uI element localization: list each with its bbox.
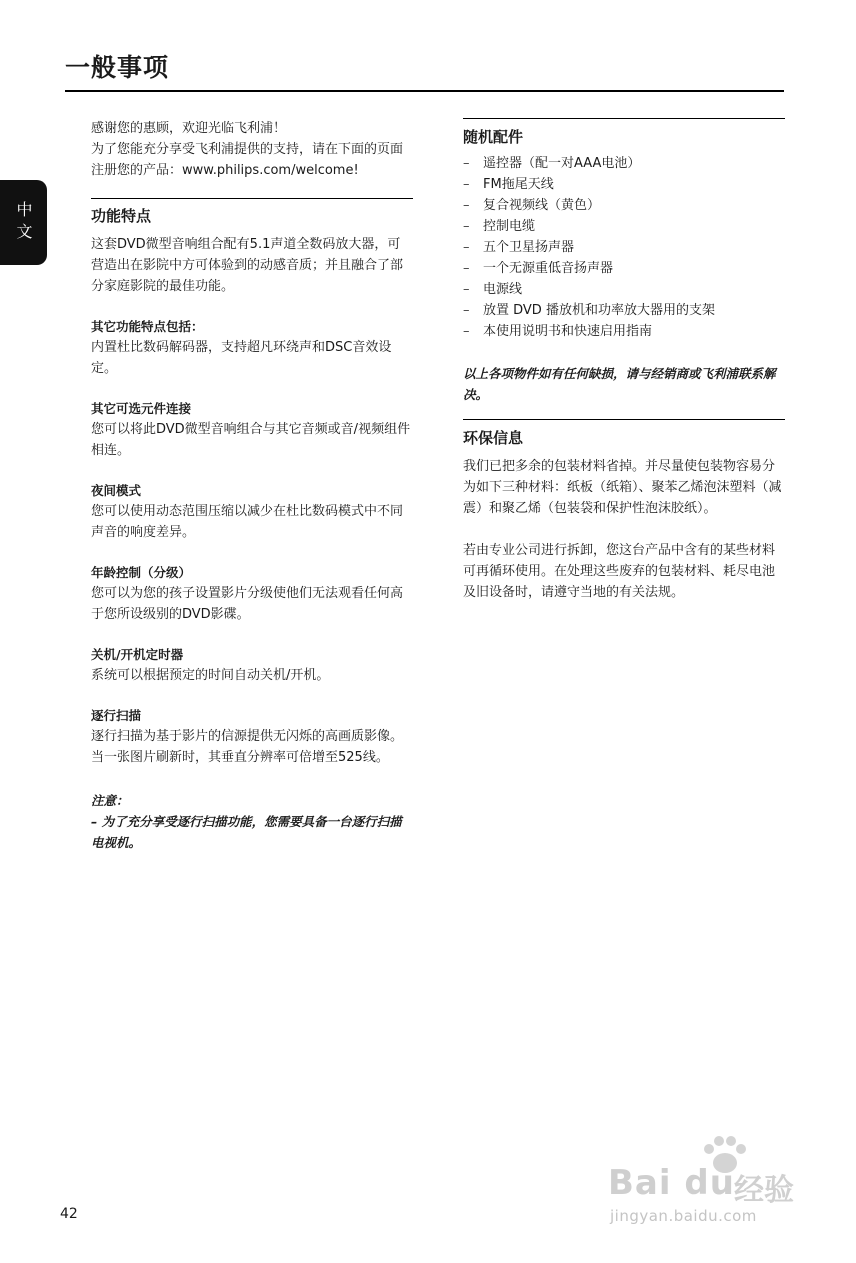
list-item: – 复合视频线（黄色） bbox=[463, 195, 785, 216]
subsection-text: 系统可以根据预定的时间自动关机/开机。 bbox=[91, 668, 330, 683]
right-column bbox=[463, 118, 785, 603]
subsection bbox=[91, 706, 413, 768]
subsection-heading: 关机/开机定时器 bbox=[91, 647, 184, 662]
subsection-heading: 其它可选元件连接 bbox=[91, 401, 192, 416]
list-item: – FM拖尾天线 bbox=[463, 174, 785, 195]
section-divider bbox=[91, 198, 413, 199]
section-heading-features: 功能特点 bbox=[91, 207, 152, 225]
subsection-heading: 夜间模式 bbox=[91, 483, 142, 498]
subsection-heading: 逐行扫描 bbox=[91, 708, 142, 723]
section-heading-accessories: 随机配件 bbox=[463, 128, 524, 146]
watermark-product: 经验 bbox=[734, 1173, 794, 1208]
subsection-text: 逐行扫描为基于影片的信源提供无闪烁的高画质影像。当一张图片刷新时，其垂直分辨率可倍增至525线。 bbox=[91, 729, 404, 765]
list-item: – 电源线 bbox=[463, 279, 785, 300]
page-title: 一般事项 bbox=[65, 53, 170, 82]
accessories-list bbox=[463, 153, 785, 342]
missing-items-note: 以上各项物件如有任何缺损，请与经销商或飞利浦联系解决。 bbox=[463, 366, 776, 402]
subsection bbox=[91, 563, 413, 625]
list-item: – 一个无源重低音扬声器 bbox=[463, 258, 785, 279]
watermark-brand: Bai du bbox=[608, 1163, 735, 1203]
subsection bbox=[91, 481, 413, 543]
watermark-url: jingyan.baidu.com bbox=[610, 1207, 757, 1225]
list-item: – 遥控器（配一对AAA电池） bbox=[463, 153, 785, 174]
subsection bbox=[91, 399, 413, 461]
list-item: – 放置 DVD 播放机和功率放大器用的支架 bbox=[463, 300, 785, 321]
section-divider bbox=[463, 419, 785, 420]
subsection-heading: 年龄控制（分级） bbox=[91, 565, 192, 580]
intro-line: 感谢您的惠顾，欢迎光临飞利浦！ bbox=[91, 121, 287, 136]
language-tab: 中文 bbox=[0, 180, 47, 265]
note-block bbox=[91, 790, 413, 853]
subsection bbox=[91, 645, 413, 686]
subsection-text: 内置杜比数码解码器，支持超凡环绕声和DSC音效设定。 bbox=[91, 340, 392, 376]
intro-line: 为了您能充分享受飞利浦提供的支持，请在下面的页面注册您的产品：www.philips.com/welcome! bbox=[91, 142, 404, 178]
section-divider bbox=[463, 118, 785, 119]
note-label: 注意： bbox=[91, 793, 129, 808]
list-item: – 本使用说明书和快速启用指南 bbox=[463, 321, 785, 342]
list-item: – 控制电缆 bbox=[463, 216, 785, 237]
subsection-text: 您可以为您的孩子设置影片分级使他们无法观看任何高于您所设级别的DVD影碟。 bbox=[91, 586, 404, 622]
page-number: 42 bbox=[60, 1206, 78, 1222]
subsection-heading: 其它功能特点包括： bbox=[91, 319, 204, 334]
environment-paragraph: 若由专业公司进行拆卸，您这台产品中含有的某些材料可再循环使用。在处理这些废弃的包装材料、耗尽电池及旧设备时，请遵守当地的有关法规。 bbox=[463, 543, 776, 600]
subsection bbox=[91, 317, 413, 379]
environment-paragraph: 我们已把多余的包装材料省掉。并尽量使包装物容易分为如下三种材料：纸板（纸箱）、聚苯乙烯泡沫塑料（减震）和聚乙烯（包装袋和保护性泡沫胶纸）。 bbox=[463, 459, 782, 516]
baidu-watermark bbox=[600, 1135, 810, 1230]
title-divider bbox=[65, 90, 784, 92]
list-item: – 五个卫星扬声器 bbox=[463, 237, 785, 258]
section-heading-environment: 环保信息 bbox=[463, 429, 524, 447]
subsection-text: 您可以使用动态范围压缩以减少在杜比数码模式中不同声音的响度差异。 bbox=[91, 504, 404, 540]
features-paragraph: 这套DVD微型音响组合配有5.1声道全数码放大器，可营造出在影院中方可体验到的动感音质；并且融合了部分家庭影院的最佳功能。 bbox=[91, 237, 404, 294]
note-text: – 为了充分享受逐行扫描功能，您需要具备一台逐行扫描电视机。 bbox=[91, 814, 402, 850]
subsection-text: 您可以将此DVD微型音响组合与其它音频或音/视频组件相连。 bbox=[91, 422, 411, 458]
left-column bbox=[91, 118, 413, 853]
